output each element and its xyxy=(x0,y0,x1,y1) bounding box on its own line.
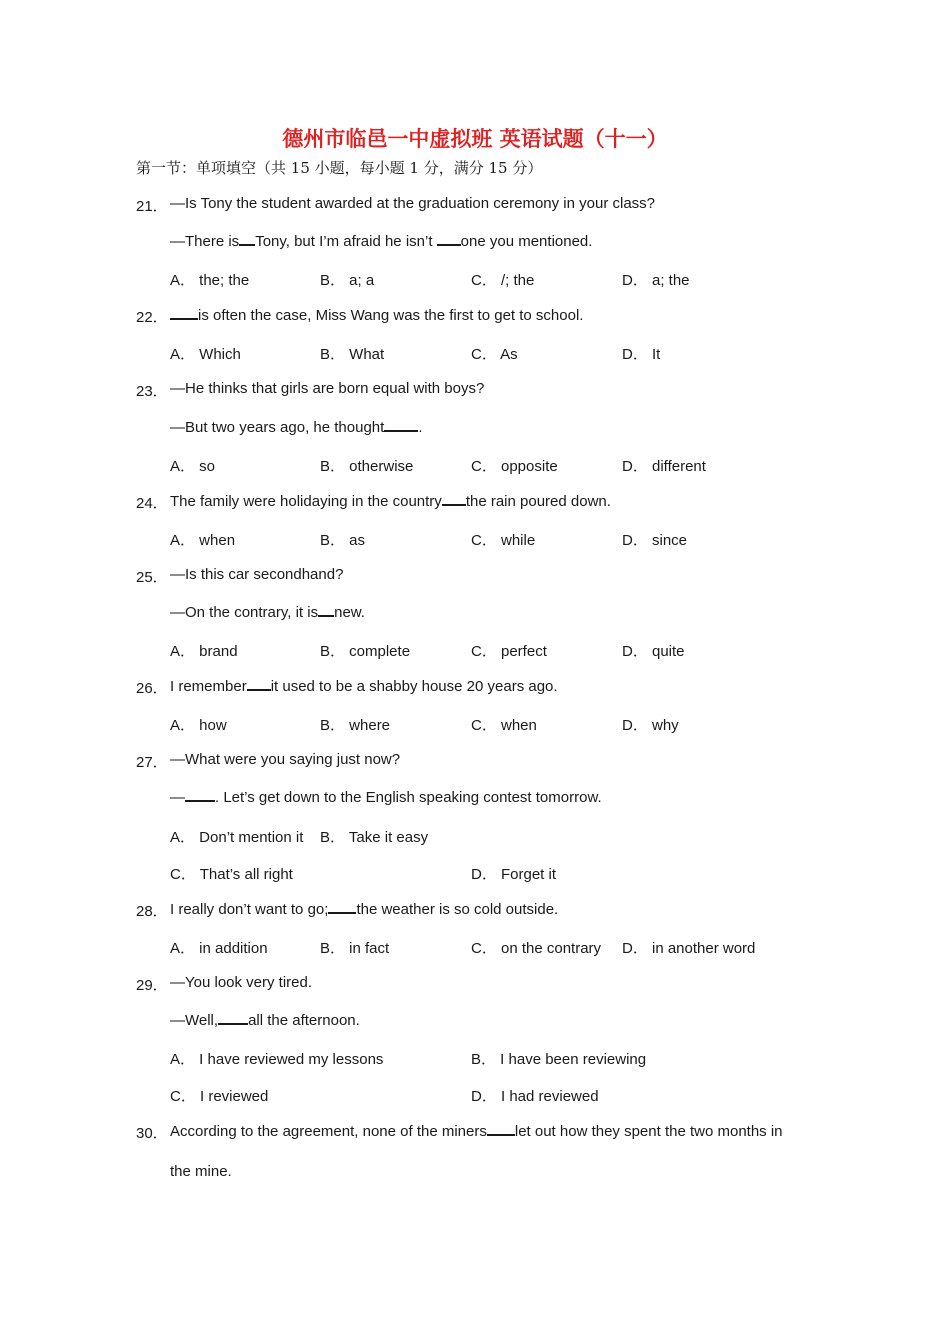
question-text: I remember it used to be a shabby house 20 years ago. xyxy=(170,678,558,695)
option-b: B． What xyxy=(320,346,385,363)
answer-blank xyxy=(239,232,255,246)
question-text: —There is Tony, but I’m afraid he isn’t one you mentioned. xyxy=(170,233,593,250)
question-number: 23． xyxy=(136,383,168,400)
option-b: B． where xyxy=(320,717,391,734)
option-a: A． in addition xyxy=(170,940,268,957)
question-number: 25． xyxy=(136,569,168,586)
question-number: 29． xyxy=(136,977,168,994)
option-d: D． quite xyxy=(622,643,685,660)
option-c: C． on the contrary xyxy=(471,940,602,957)
question-text: — . Let’s get down to the English speaking contest tomorrow. xyxy=(170,789,602,806)
question-text: The family were holidaying in the country the rain poured down. xyxy=(170,493,611,510)
option-d: D． I had reviewed xyxy=(471,1088,599,1105)
option-b: B． Take it easy xyxy=(320,829,429,846)
answer-blank xyxy=(185,788,215,802)
option-a: A． Don’t mention it xyxy=(170,829,304,846)
option-a: A． so xyxy=(170,458,216,475)
option-a: A． how xyxy=(170,717,227,734)
option-a: A． the; the xyxy=(170,272,250,289)
option-c: C． /; the xyxy=(471,272,535,289)
option-a: A． I have reviewed my lessons xyxy=(170,1051,384,1068)
question-text: —Is this car secondhand? xyxy=(170,566,344,583)
option-a: A． Which xyxy=(170,346,241,363)
option-d: D． It xyxy=(622,346,661,363)
answer-blank xyxy=(487,1122,515,1136)
option-d: D． since xyxy=(622,532,688,549)
option-c: C． I reviewed xyxy=(170,1088,269,1105)
question-number: 27． xyxy=(136,754,168,771)
question-text: the mine. xyxy=(170,1163,232,1180)
question-text: —But two years ago, he thought . xyxy=(170,419,423,436)
page-title: 德州市临邑一中虚拟班 英语试题（十一） xyxy=(282,126,668,151)
question-number: 26． xyxy=(136,680,168,697)
question-text: —On the contrary, it is new. xyxy=(170,604,365,621)
answer-blank xyxy=(328,900,356,914)
question-text: —Well, all the afternoon. xyxy=(170,1012,360,1029)
question-text: —He thinks that girls are born equal with boys? xyxy=(170,380,485,397)
answer-blank xyxy=(384,418,418,432)
option-c: C． As xyxy=(471,346,518,363)
answer-blank xyxy=(442,492,466,506)
option-b: B． I have been reviewing xyxy=(471,1051,647,1068)
option-d: D． different xyxy=(622,458,706,475)
question-number: 30． xyxy=(136,1125,168,1142)
question-text: I really don’t want to go; the weather is so cold outside. xyxy=(170,901,559,918)
question-text: is often the case, Miss Wang was the first to get to school. xyxy=(170,306,583,324)
answer-blank xyxy=(247,677,271,691)
option-d: D． in another word xyxy=(622,940,756,957)
option-c: C． perfect xyxy=(471,643,547,660)
question-number: 28． xyxy=(136,903,168,920)
question-text: —What were you saying just now? xyxy=(170,751,401,768)
option-a: A． brand xyxy=(170,643,238,660)
option-c: C． That’s all right xyxy=(170,866,293,883)
question-number: 22． xyxy=(136,309,168,326)
option-b: B． a; a xyxy=(320,272,375,289)
option-b: B． otherwise xyxy=(320,458,414,475)
question-number: 24． xyxy=(136,495,168,512)
answer-blank xyxy=(318,603,334,617)
question-text: According to the agreement, none of the miners let out how they spent the two months in xyxy=(170,1123,783,1140)
option-d: D． Forget it xyxy=(471,866,557,883)
option-d: D． why xyxy=(622,717,679,734)
option-b: B． complete xyxy=(320,643,411,660)
question-text: —Is Tony the student awarded at the graduation ceremony in your class? xyxy=(170,195,656,212)
question-number: 21． xyxy=(136,198,168,215)
option-b: B． in fact xyxy=(320,940,390,957)
section-heading: 第一节：单项填空（共 15 小题，每小题 1 分，满分 15 分） xyxy=(136,159,543,177)
question-text: —You look very tired. xyxy=(170,974,313,991)
option-c: C． when xyxy=(471,717,537,734)
answer-blank xyxy=(218,1011,248,1025)
answer-blank xyxy=(170,306,198,320)
option-b: B． as xyxy=(320,532,366,549)
option-c: C． while xyxy=(471,532,536,549)
option-d: D． a; the xyxy=(622,272,690,289)
option-c: C． opposite xyxy=(471,458,558,475)
answer-blank xyxy=(437,232,461,246)
option-a: A． when xyxy=(170,532,236,549)
